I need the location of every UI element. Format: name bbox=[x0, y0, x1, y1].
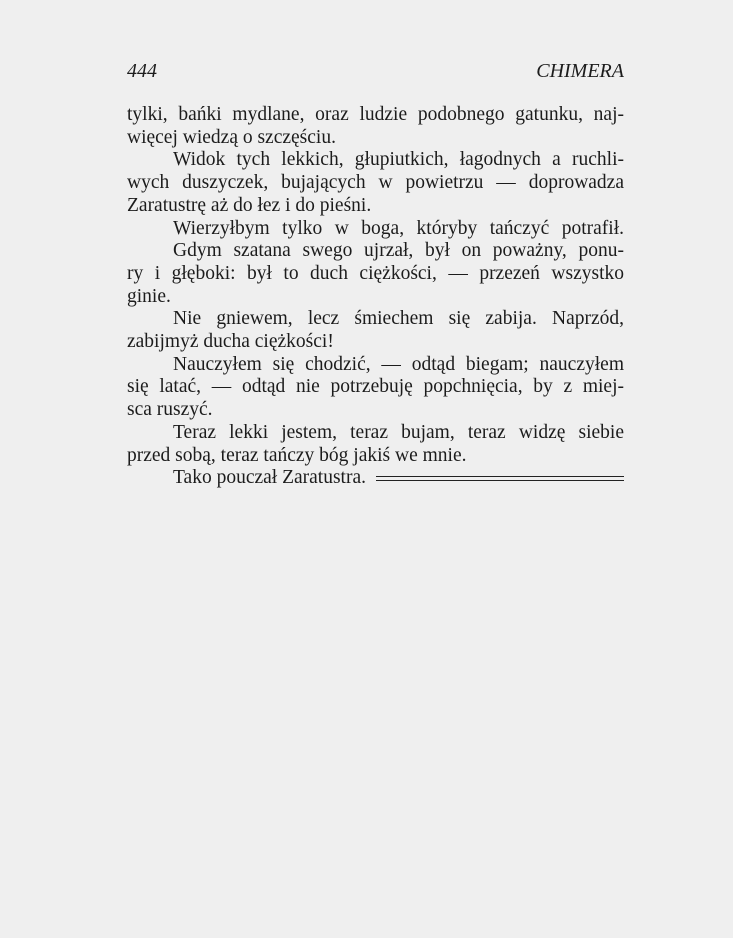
text-line bbox=[127, 331, 624, 354]
text-line bbox=[127, 422, 624, 445]
line-text: sca ruszyć. bbox=[127, 399, 213, 421]
line-text: wych duszyczek, bujających w powietrzu — doprowadza bbox=[127, 172, 624, 194]
line-text: Teraz lekki jestem, teraz bujam, teraz widzę siebie bbox=[173, 421, 624, 443]
page-header bbox=[127, 60, 624, 86]
text-line bbox=[127, 127, 624, 150]
text-line bbox=[127, 354, 624, 377]
text-line bbox=[127, 149, 624, 172]
text-line bbox=[127, 240, 624, 263]
line-text: Wierzyłbym tylko w boga, któryby tańczyć potrafił. bbox=[173, 217, 624, 239]
text-line bbox=[127, 445, 624, 468]
line-text: Zaratustrę aż do łez i do pieśni. bbox=[127, 194, 372, 216]
text-line bbox=[127, 104, 624, 127]
text-line bbox=[127, 399, 624, 422]
page-number: 444 bbox=[127, 60, 157, 82]
line-text: Nauczyłem się chodzić, — odtąd biegam; nauczyłem bbox=[173, 353, 624, 375]
text-line bbox=[127, 376, 624, 399]
text-line bbox=[127, 467, 624, 490]
end-rule-divider bbox=[376, 476, 624, 481]
line-text: Nie gniewem, lecz śmiechem się zabija. Naprzód, bbox=[173, 308, 624, 330]
text-line bbox=[127, 172, 624, 195]
line-text: się latać, — odtąd nie potrzebuję popchnięcia, by z miej- bbox=[127, 376, 624, 398]
line-text: Widok tych lekkich, głupiutkich, łagodnych a ruchli- bbox=[173, 149, 624, 171]
line-text: Gdym szatana swego ujrzał, był on poważny, ponu- bbox=[173, 240, 624, 262]
line-text: ginie. bbox=[127, 285, 171, 307]
body-text bbox=[127, 104, 624, 490]
text-line bbox=[127, 286, 624, 309]
line-text: przed sobą, teraz tańczy bóg jakiś we mnie. bbox=[127, 444, 467, 466]
line-text: Tako pouczał Zaratustra. bbox=[173, 467, 367, 489]
line-text: więcej wiedzą o szczęściu. bbox=[127, 126, 336, 148]
line-text: zabijmyż ducha ciężkości! bbox=[127, 331, 334, 353]
text-line bbox=[127, 263, 624, 286]
line-text: tylki, bańki mydlane, oraz ludzie podobnego gatunku, naj- bbox=[127, 104, 624, 125]
text-line bbox=[127, 218, 624, 241]
text-line bbox=[127, 195, 624, 218]
line-text: ry i głęboki: był to duch ciężkości, — przezeń wszystko bbox=[127, 262, 624, 284]
text-line bbox=[127, 308, 624, 331]
running-title: CHIMERA bbox=[536, 60, 624, 82]
